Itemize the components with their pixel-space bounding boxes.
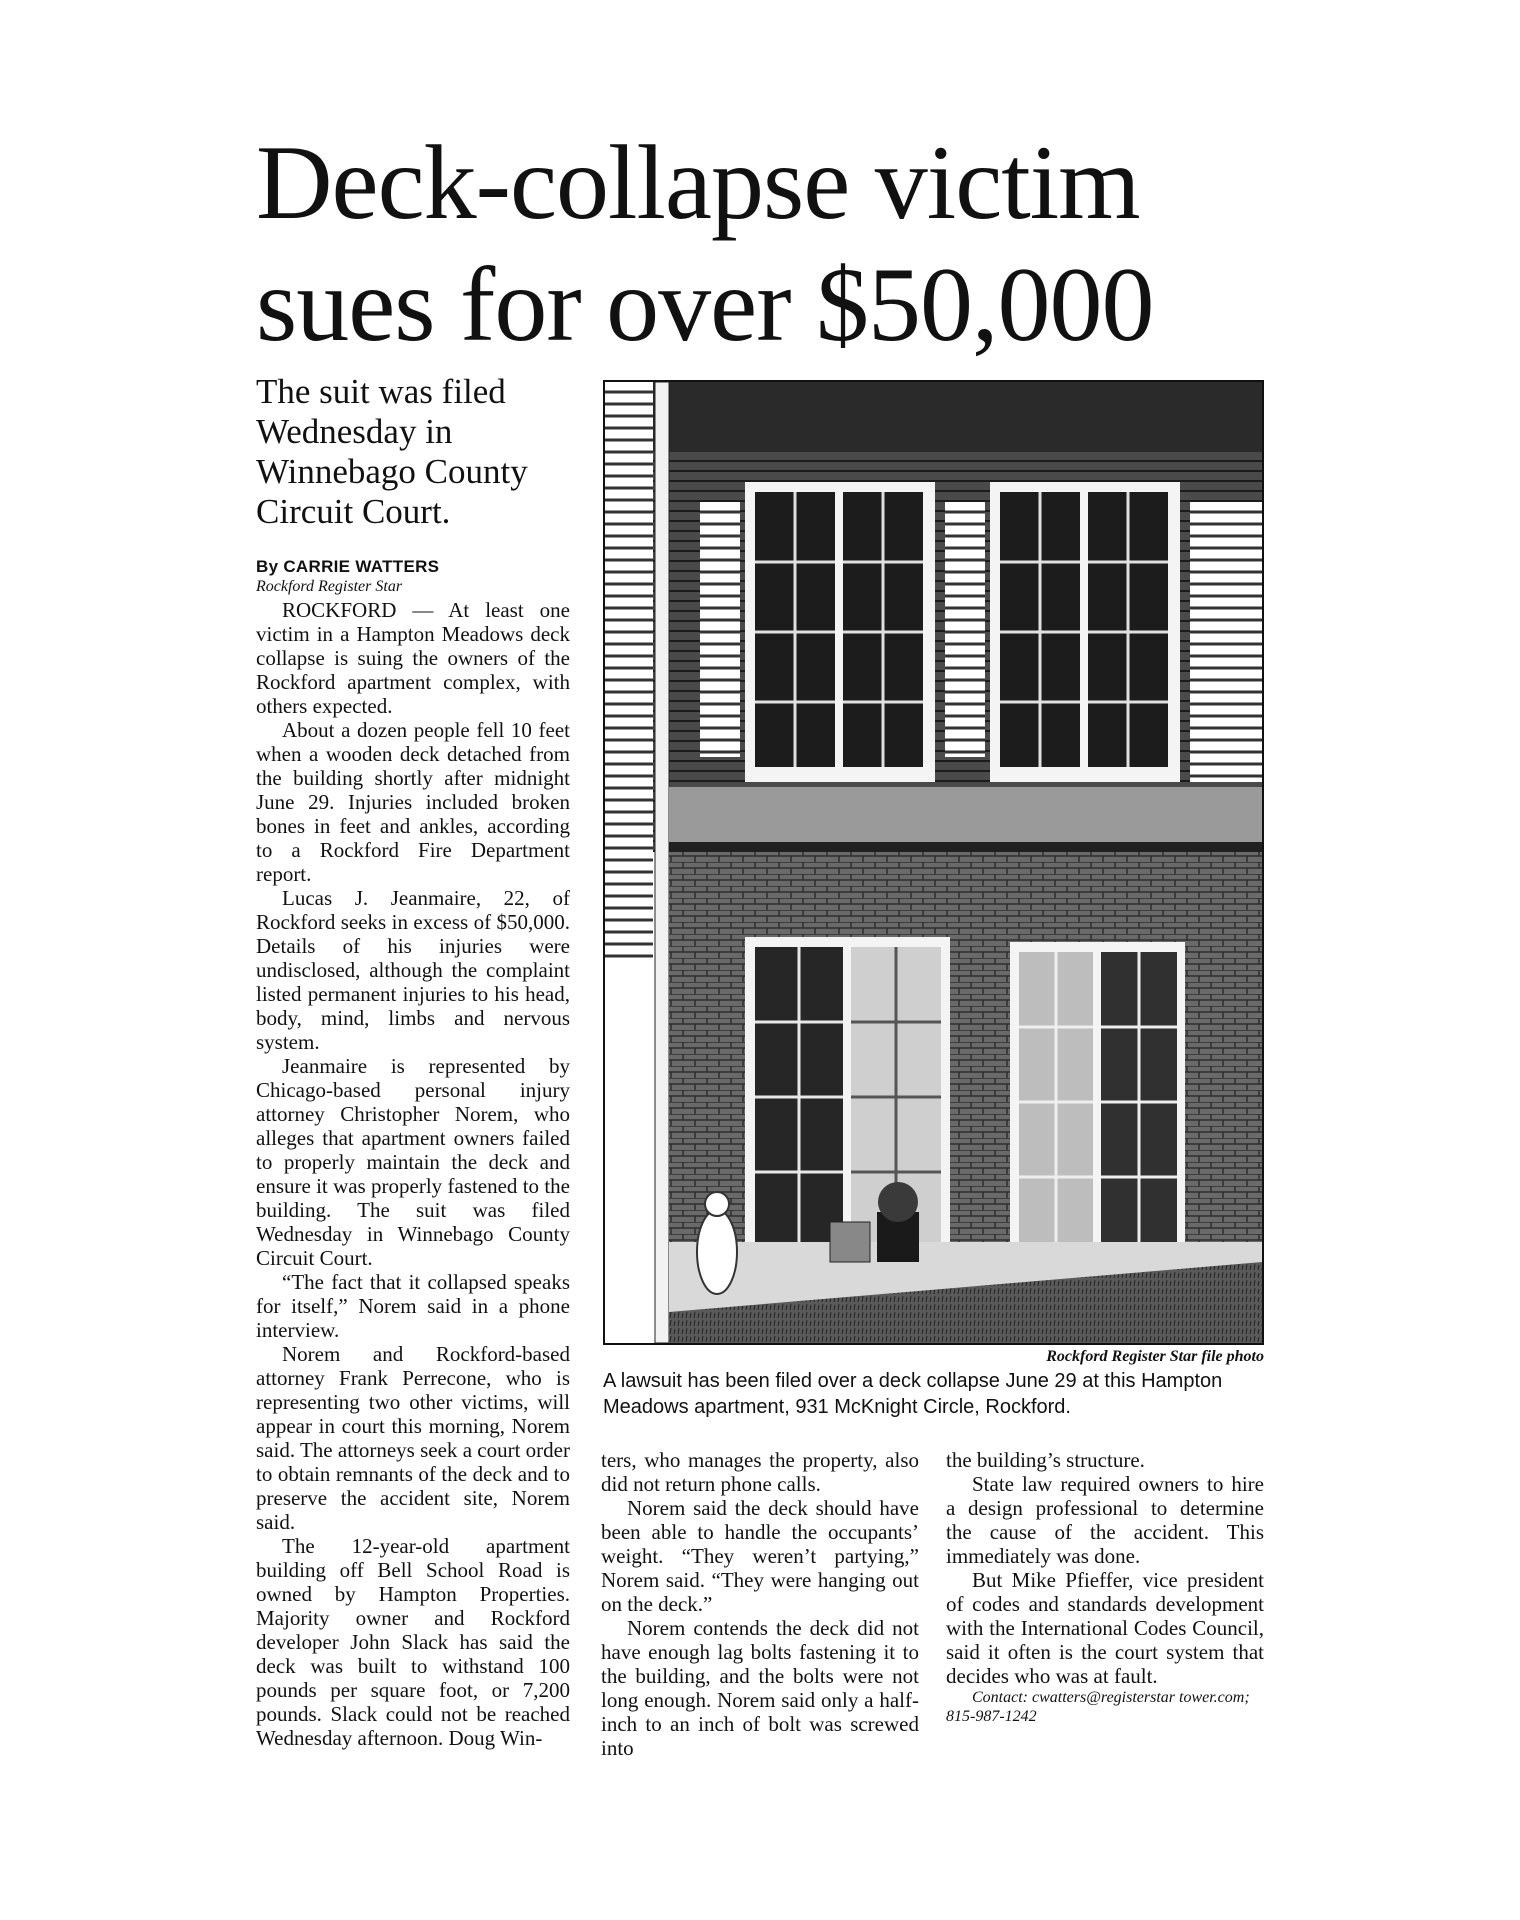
paragraph: Lucas J. Jeanmaire, 22, of Rockford seeks in excess of $50,000. Details of his injuries were undisclosed, although the complaint listed permanent injuries to his head, body, mind, limbs and nervous system. — [256, 886, 570, 1054]
headline — [256, 122, 1266, 366]
article-column-3 — [946, 1448, 1264, 1726]
paragraph: Norem and Rockford-based attorney Frank Perrecone, who is representing two other victims, will appear in court this morning, Norem said. The attorneys seek a court order to obtain remnants of the deck and to preserve the accident site, Norem said. — [256, 1342, 570, 1534]
headline-line-1: Deck-collapse victim — [256, 124, 1140, 241]
paragraph: Norem contends the deck did not have enough lag bolts fastening it to the building, and the bolts were not long enough. Norem said only a half-inch to an inch of bolt was screwed into — [601, 1616, 919, 1760]
paragraph: But Mike Pfieffer, vice president of codes and standards development with the International Codes Council, said it often is the court system that decides who was at fault. — [946, 1568, 1264, 1688]
paragraph: The 12-year-old apartment building off Bell School Road is owned by Hampton Properties. Majority owner and Rockford developer John Slack has said the deck was built to withstand 100 pounds per square foot, or 7,200 pounds. Slack could not be reached Wednesday afternoon. Doug Win- — [256, 1534, 570, 1750]
apartment-photo-illustration — [605, 382, 1262, 1343]
paragraph: ROCKFORD — At least one victim in a Hampton Meadows deck collapse is suing the owners of the Rockford apartment complex, with others expected. — [256, 598, 570, 718]
deck-subhead: The suit was filed Wednesday in Winnebago County Circuit Court. — [256, 372, 528, 531]
photo-credit: Rockford Register Star file photo — [1046, 1348, 1264, 1365]
apartment-photo — [603, 380, 1264, 1345]
paragraph: ters, who manages the property, also did not return phone calls. — [601, 1448, 919, 1496]
paragraph: State law required owners to hire a design professional to determine the cause of the accident. This immediately was done. — [946, 1472, 1264, 1568]
paragraph: About a dozen people fell 10 feet when a wooden deck detached from the building shortly after midnight June 29. Injuries included broken bones in feet and ankles, according to a Rockford Fire Department report. — [256, 718, 570, 886]
paragraph: the building’s structure. — [946, 1448, 1145, 1472]
photo-caption: A lawsuit has been filed over a deck collapse June 29 at this Hampton Meadows apartment, 931 McKnight Circle, Rockford. — [603, 1370, 1223, 1418]
article-column-1 — [256, 598, 570, 1750]
paragraph: “The fact that it collapsed speaks for itself,” Norem said in a phone interview. — [256, 1270, 570, 1342]
article-column-2 — [601, 1448, 919, 1760]
contact-info: Contact: cwatters@registerstar tower.com; 815-987-1242 — [946, 1689, 1250, 1725]
byline — [256, 556, 576, 596]
byline-organization: Rockford Register Star — [256, 578, 403, 595]
paragraph: Jeanmaire is represented by Chicago-based personal injury attorney Christopher Norem, who alleges that apartment owners failed to properly maintain the deck and ensure it was properly fastened to the building. The suit was filed Wednesday in Winnebago County Circuit Court. — [256, 1054, 570, 1270]
byline-author: By CARRIE WATTERS — [256, 557, 440, 576]
paragraph: Norem said the deck should have been able to handle the occupants’ weight. “They weren’t partying,” Norem said. “They were hanging out on the deck.” — [601, 1496, 919, 1616]
headline-line-2: sues for over $50,000 — [256, 246, 1154, 363]
